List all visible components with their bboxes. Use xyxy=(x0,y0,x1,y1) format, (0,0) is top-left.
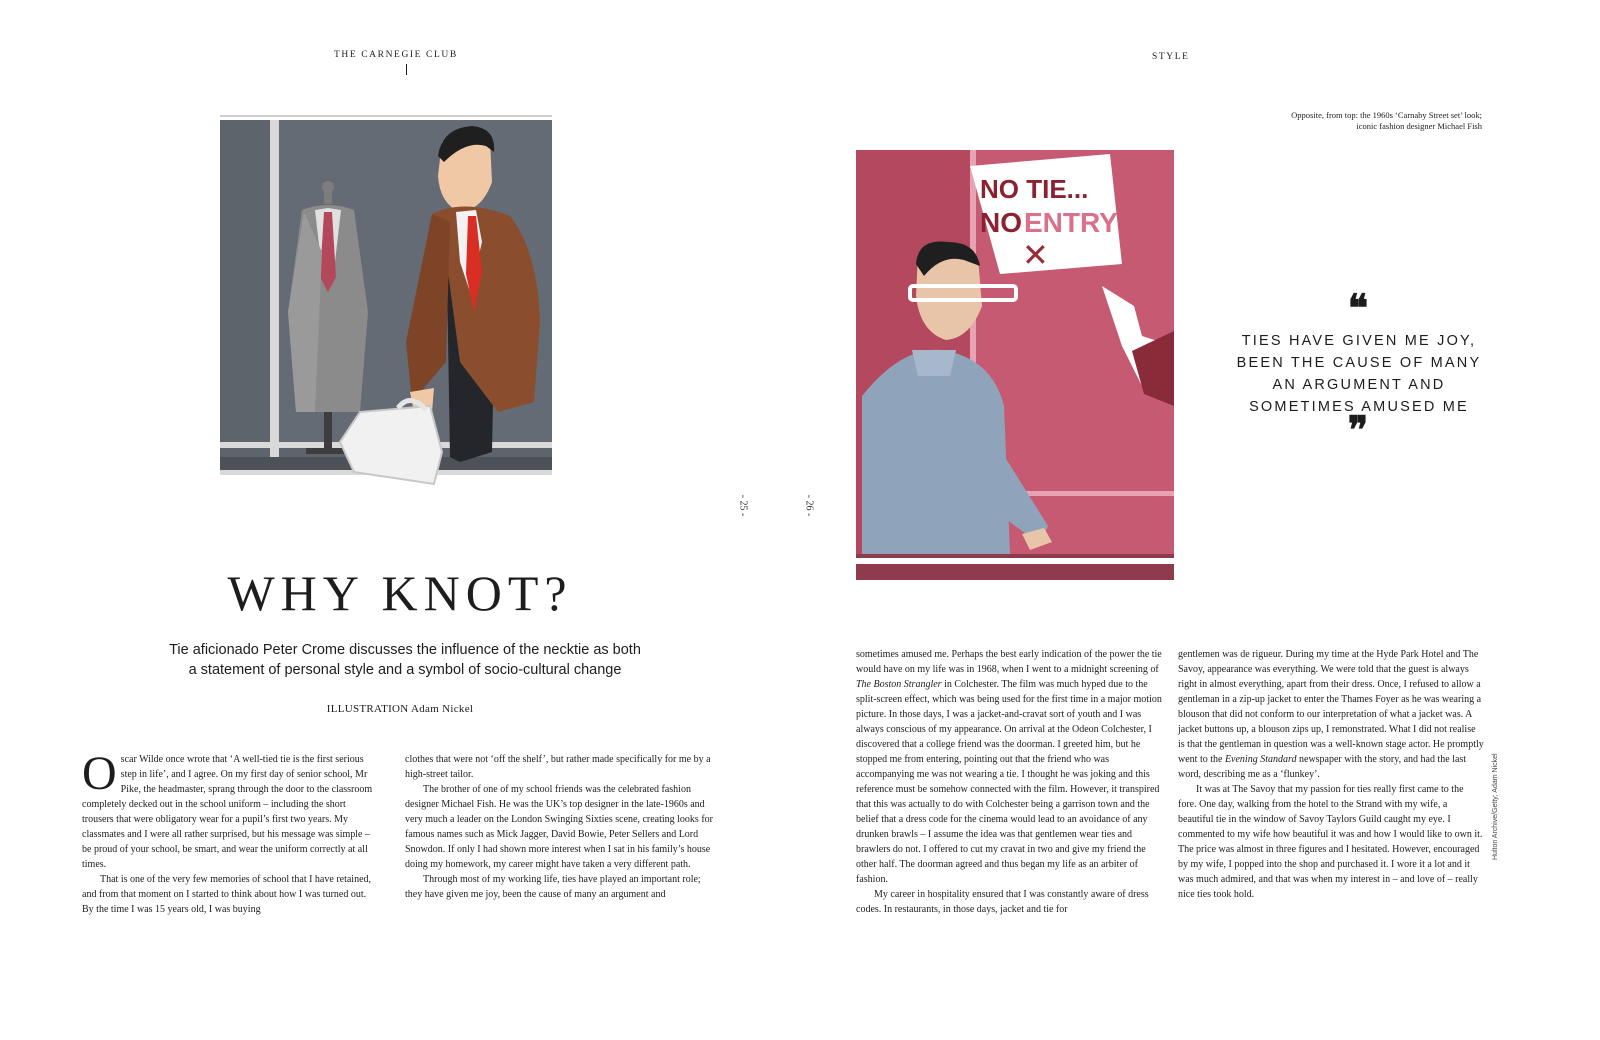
running-head-right: STYLE xyxy=(1152,52,1190,62)
close-quote-icon: ❞ xyxy=(1347,410,1369,452)
sign-line-1: NO TIE... xyxy=(980,174,1089,204)
illustration-credit: ILLUSTRATION Adam Nickel xyxy=(326,703,474,715)
man-in-tweed-jacket-illustration xyxy=(220,112,590,492)
paragraph: It was at The Savoy that my passion for ties really first came to the fore. One day, walking from the hotel to the Strand with my wife, a beautiful tie in the window of Savoy Taylors Guild caught my eye. I commented to my wife how beautiful it was and how I would like to own it. The price was almost in three figures and I hesitated. However, encouraged by my wife, I popped into the shop and purchased it. I wore it a lot and it was much admired, and that was when my interest in – and love of – really nice ties took hold. xyxy=(1178,784,1483,900)
standfirst-line-2: a statement of personal style and a symbol of socio-cultural change xyxy=(188,662,622,678)
open-quote-icon: ❝ xyxy=(1347,288,1369,330)
body-column-3 xyxy=(856,647,1166,917)
running-head-divider xyxy=(406,64,407,75)
body-column-4 xyxy=(1178,647,1484,902)
photo-credit: Hulton Archive/Getty; Adam Nickel xyxy=(1492,753,1499,860)
paragraph-text: sometimes amused me. Perhaps the best early indication of the power the tie would have on my life was in 1968, when I went to a midnight screening of xyxy=(856,649,1162,675)
paragraph-text: in Colchester. The film was much hyped due to the split-screen effect, which was being used for the first time in a major motion picture. In those days, I was a jacket-and-cravat sort of youth and I was always conscious of my appearance. On arrival at the Odeon Colchester, I discovered that a college friend was the doorman. I greeted him, but he stopped me from entering, pointing out that the friend who was accompanying me was not wearing a tie. I thought he was joking and this reference must be somehow connected with the film. However, it transpired that this was actually to do with Colchester being a garrison town and the belief that a dress code for the cinema would lead to an avoidance of any drunken brawls – I assume the idea was that gentlemen wear ties and brawlers do not. I offered to cut my cravat in two and give my friend the other half. The doorman agreed and thus began my life as an arbiter of fashion. xyxy=(856,679,1162,885)
paragraph-text: gentlemen was de rigueur. During my time at the Hyde Park Hotel and The Savoy, appearance was everything. We were told that the guest is always right in almost everything, apart from their dress. Once, I refused to allow a gentleman in a zip-up jacket to enter the Thames Foyer as he was wearing a blouson that did not conform to our interpretation of what a jacket was. A jacket buttons up, a blouson zips up, I remonstrated. What I did not realise is that the gentleman in question was a well-known stage actor. He promptly went to the xyxy=(1178,649,1484,765)
page-title: WHY KNOT? xyxy=(227,565,573,621)
paragraph xyxy=(1178,647,1484,782)
page-number-left: - 25 - xyxy=(737,494,749,517)
image-caption: Opposite, from top: the 1960s ‘Carnaby Street set’ look; iconic fashion designer Michael Fish xyxy=(1291,110,1482,131)
drop-cap: O xyxy=(82,747,117,800)
paragraph: scar Wilde once wrote that ‘A well-tied tie is the first serious step in life’, and I agree. On my first day of senior school, Mr Pike, the headmaster, sprang through the door to the classroom completely decked out in the school uniform – including the short trousers that were obligatory wear for a pupil’s first two years. My classmates and I were all rather surprised, but his message was simple – be proud of your school, be smart, and wear the uniform correctly at all times. xyxy=(82,754,373,870)
paragraph-text: newspaper with the story, and had the last word, describing me as a ‘flunkey’. xyxy=(1178,754,1467,780)
film-title: The Boston Strangler xyxy=(856,679,942,690)
standfirst-line-1: Tie aficionado Peter Crome discusses the influence of the necktie as both xyxy=(169,642,641,658)
paragraph xyxy=(856,647,1166,887)
body-column-1 xyxy=(82,747,378,917)
running-head-left: THE CARNEGIE CLUB xyxy=(334,50,458,60)
paragraph: That is one of the very few memories of school that I have retained, and from that moment on I started to think about how I was turned out. By the time I was 15 years old, I was buying xyxy=(82,874,372,915)
body-column-2 xyxy=(405,752,713,902)
paragraph: The brother of one of my school friends was the celebrated fashion designer Michael Fish. He was the UK’s top designer in the late-1960s and very much a leader on the London Swinging Sixties scene, creating looks for famous names such as Mick Jagger, David Bowie, Peter Sellers and Lord Snowdon. If only I had shown more interest when I sat in his family’s house doing my homework, my career might have taken a very different path. xyxy=(405,784,713,870)
newspaper-title: Evening Standard xyxy=(1224,754,1297,765)
doorman-no-tie-illustration xyxy=(852,146,1180,584)
pull-quote: TIES HAVE GIVEN ME JOY, BEEN THE CAUSE OF MANY AN ARGUMENT AND SOMETIMES AMUSED ME xyxy=(1236,333,1482,415)
paragraph: clothes that were not ‘off the shelf’, but rather made specifically for me by a high-street tailor. xyxy=(405,754,711,780)
paragraph: My career in hospitality ensured that I was constantly aware of dress codes. In restaurants, in those days, jacket and tie for xyxy=(856,889,1149,915)
sign-cross-mark: ✕ xyxy=(1022,236,1049,274)
sign-line-2a: NO xyxy=(980,207,1022,238)
paragraph: Through most of my working life, ties have played an important role; they have given me joy, been the cause of many an argument and xyxy=(405,874,701,900)
sign-line-2b: ENTRY xyxy=(1024,207,1118,238)
page-number-right: - 26 - xyxy=(803,494,815,517)
standfirst xyxy=(110,640,700,680)
